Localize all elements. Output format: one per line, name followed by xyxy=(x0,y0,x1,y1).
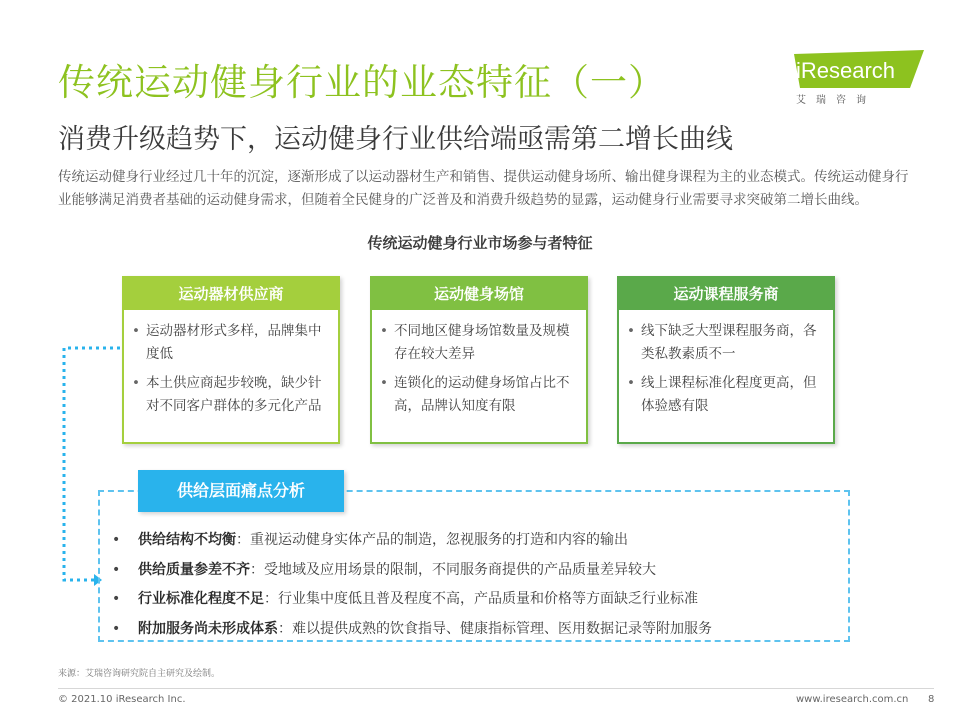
pain-point-text: ：行业集中度低且普及程度不高，产品质量和价格等方面缺乏行业标准 xyxy=(264,591,698,607)
card-point: • 连锁化的运动健身场馆占比不高，品牌认知度有限 xyxy=(394,372,580,418)
card-header: 运动课程服务商 xyxy=(619,278,833,310)
pain-point-item xyxy=(112,585,712,615)
card-point: • 线上课程标准化程度更高，但体验感有限 xyxy=(641,372,827,418)
footer-divider xyxy=(58,688,934,689)
footer-website: www.iresearch.com.cn xyxy=(796,694,909,705)
iresearch-logo xyxy=(790,50,930,110)
page-number: 8 xyxy=(928,694,935,705)
card-fitness-venue xyxy=(370,276,588,444)
logo-brand: iResearch xyxy=(796,58,896,83)
pain-point-text: ：重视运动健身实体产品的制造，忽视服务的打造和内容的输出 xyxy=(236,532,628,548)
card-course-provider xyxy=(617,276,835,444)
source-note: 来源：艾瑞咨询研究院自主研究及绘制。 xyxy=(58,669,221,679)
pain-point-key: 供给结构不均衡 xyxy=(138,532,236,548)
pain-points-header: 供给层面痛点分析 xyxy=(138,470,344,512)
pain-point-key: 附加服务尚未形成体系 xyxy=(138,620,278,637)
card-point: • 不同地区健身场馆数量及规模存在较大差异 xyxy=(394,320,580,366)
card-header: 运动器材供应商 xyxy=(124,278,338,310)
page-subtitle: 消费升级趋势下，运动健身行业供给端亟需第二增长曲线 xyxy=(58,124,733,155)
pain-point-item xyxy=(112,615,712,645)
diagram-title: 传统运动健身行业市场参与者特征 xyxy=(367,234,593,252)
card-point: • 本土供应商起步较晚，缺少针对不同客户群体的多元化产品 xyxy=(146,372,332,418)
pain-point-item xyxy=(112,526,712,556)
pain-points-list xyxy=(112,526,712,644)
footer-copyright: © 2021.10 iResearch Inc. xyxy=(58,694,186,705)
card-point: • 运动器材形式多样，品牌集中度低 xyxy=(146,320,332,366)
logo-chinese: 艾瑞咨询 xyxy=(796,95,876,106)
page-title: 传统运动健身行业的业态特征（一） xyxy=(58,61,666,104)
pain-point-key: 供给质量参差不齐 xyxy=(138,561,250,578)
card-header: 运动健身场馆 xyxy=(372,278,586,310)
card-equipment-supplier xyxy=(122,276,340,444)
pain-point-key: 行业标准化程度不足 xyxy=(138,591,264,607)
intro-paragraph: 传统运动健身行业经过几十年的沉淀，逐渐形成了以运动器材生产和销售、提供运动健身场所、输出健身课程为主的业态模式。传统运动健身行业能够满足消费者基础的运动健身需求，但随着全民健身的广泛普及和消费升级趋势的显露，运动健身行业需要寻求突破第二增长曲线。 xyxy=(58,169,909,208)
card-point: • 线下缺乏大型课程服务商，各类私教素质不一 xyxy=(641,320,827,366)
pain-point-item xyxy=(112,556,712,586)
pain-point-text: ：受地域及应用场景的限制，不同服务商提供的产品质量差异较大 xyxy=(250,561,656,578)
pain-point-text: ：难以提供成熟的饮食指导、健康指标管理、医用数据记录等附加服务 xyxy=(278,620,712,637)
